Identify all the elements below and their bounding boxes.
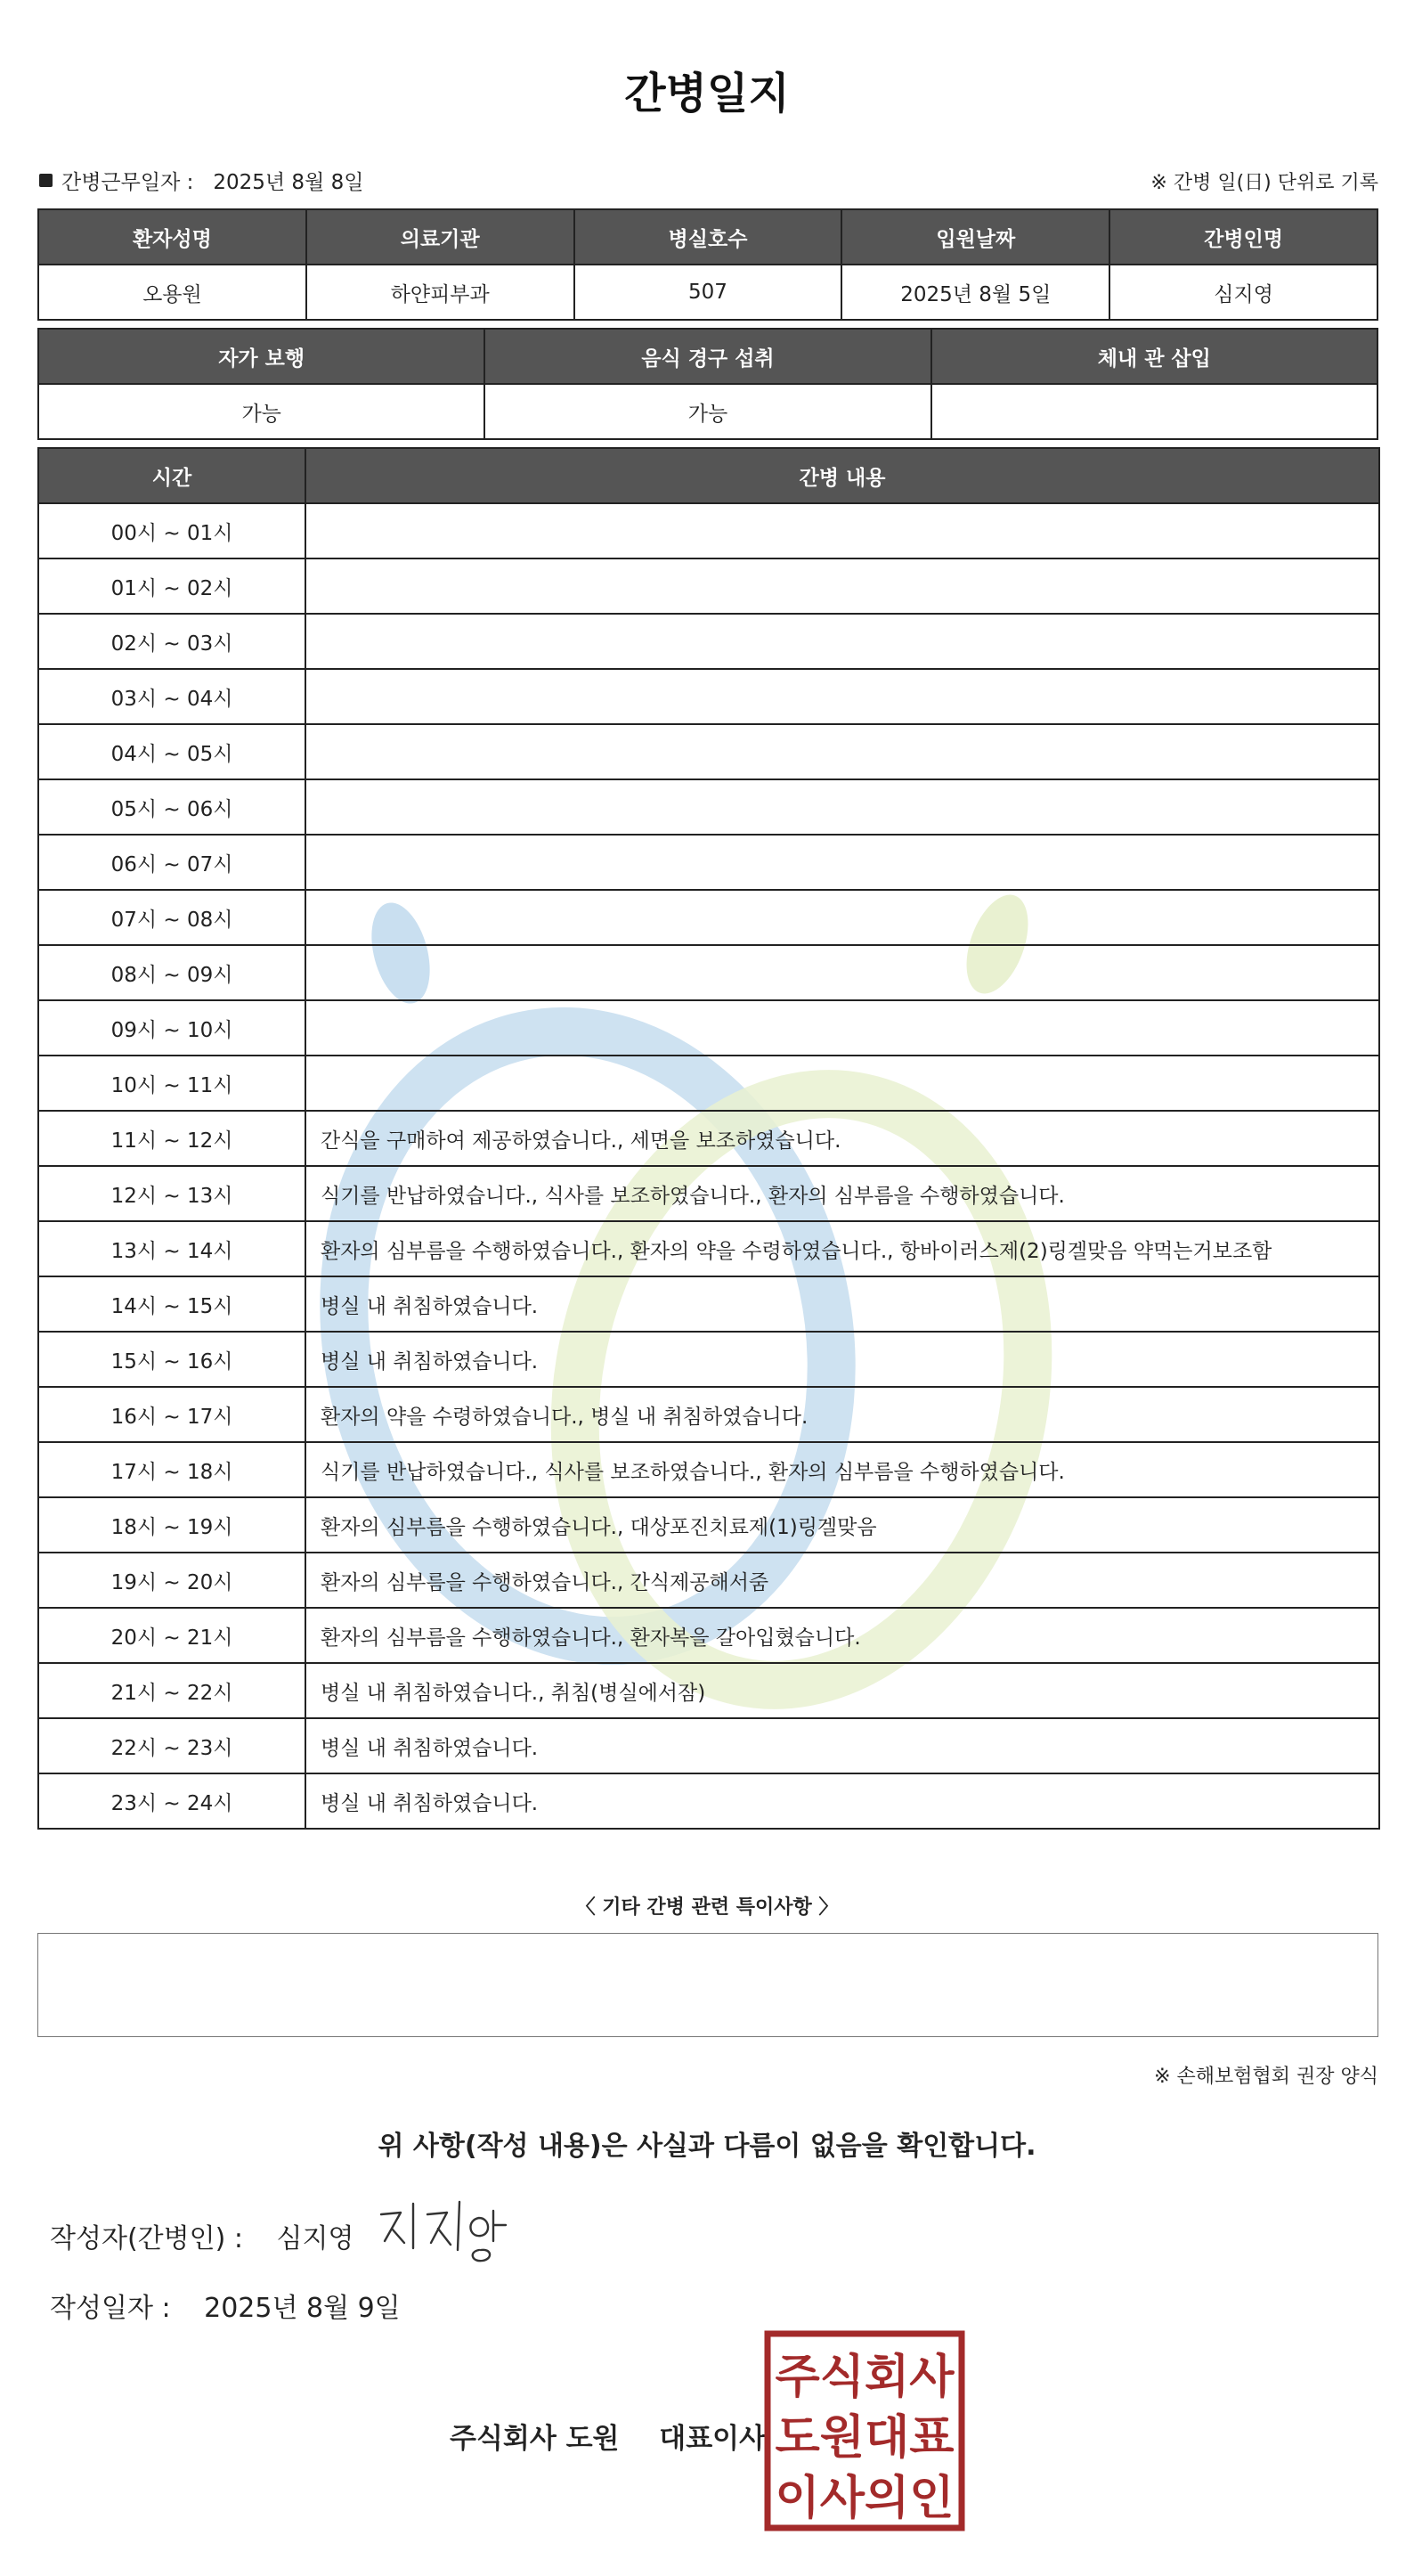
company-line [450,2416,766,2456]
header-patient-name: 환자성명 [38,209,306,265]
time-slot: 20시 ~ 21시 [38,1608,305,1663]
time-slot: 03시 ~ 04시 [38,669,305,724]
svg-text:이사의인: 이사의인 [775,2471,955,2525]
time-slot: 14시 ~ 15시 [38,1276,305,1332]
care-content: 환자의 심부름을 수행하였습니다., 환자복을 갈아입혔습니다. [305,1608,1379,1663]
care-content: 병실 내 취침하였습니다. [305,1718,1379,1773]
time-slot: 19시 ~ 20시 [38,1553,305,1608]
header-tube: 체내 관 삽입 [931,329,1377,384]
table-row [38,1166,1379,1221]
care-content: 환자의 약을 수령하였습니다., 병실 내 취침하였습니다. [305,1387,1379,1442]
table-row [38,558,1379,614]
care-content: 병실 내 취침하였습니다. [305,1773,1379,1829]
care-content [305,558,1379,614]
time-slot: 12시 ~ 13시 [38,1166,305,1221]
time-slot: 10시 ~ 11시 [38,1056,305,1111]
table-row [38,1000,1379,1056]
svg-text:도원대표: 도원대표 [775,2410,955,2465]
table-row [38,614,1379,669]
time-slot: 22시 ~ 23시 [38,1718,305,1773]
care-content: 식기를 반납하였습니다., 식사를 보조하였습니다., 환자의 심부름을 수행하였습니다. [305,1442,1379,1497]
header-caregiver: 간병인명 [1109,209,1377,265]
care-content [305,503,1379,558]
work-date-label: 간병근무일자 : [61,171,194,194]
walking-value: 가능 [38,384,484,439]
confirmation-statement: 위 사항(작성 내용)은 사실과 다름이 없음을 확인합니다. [378,2131,1036,2162]
unit-note: ※ 간병 일(日) 단위로 기록 [1150,172,1378,194]
company-seal-stamp [764,2330,965,2531]
work-date [39,166,363,195]
care-log-table [37,447,1380,1830]
time-slot: 09시 ~ 10시 [38,1000,305,1056]
tube-value [931,384,1377,439]
table-row [38,779,1379,835]
time-slot: 06시 ~ 07시 [38,835,305,890]
room-number: 507 [574,265,842,320]
table-row [38,1276,1379,1332]
care-content: 간식을 구매하여 제공하였습니다., 세면을 보조하였습니다. [305,1111,1379,1166]
header-walking: 자가 보행 [38,329,484,384]
header-hospital: 의료기관 [306,209,574,265]
special-notes-title: 〈 기타 간병 관련 특이사항 〉 [575,1896,839,1919]
time-slot: 13시 ~ 14시 [38,1221,305,1276]
caregiver-name: 심지영 [1109,265,1377,320]
time-slot: 11시 ~ 12시 [38,1111,305,1166]
table-row [38,1332,1379,1387]
header-care-content: 간병 내용 [305,448,1379,503]
time-slot: 17시 ~ 18시 [38,1442,305,1497]
care-content [305,724,1379,779]
care-content: 환자의 심부름을 수행하였습니다., 환자의 약을 수령하였습니다., 항바이러스제(2)링겔맞음 약먹는거보조함 [305,1221,1379,1276]
time-slot: 08시 ~ 09시 [38,945,305,1000]
time-slot: 01시 ~ 02시 [38,558,305,614]
time-slot: 16시 ~ 17시 [38,1387,305,1442]
table-row [38,1497,1379,1553]
table-row [38,835,1379,890]
table-row [38,1718,1379,1773]
table-row [38,1553,1379,1608]
care-content [305,835,1379,890]
square-bullet-icon [39,174,53,187]
company-name: 주식회사 도원 [450,2423,620,2455]
company-role: 대표이사 [659,2423,767,2455]
footnote: ※ 손해보험협회 권장 양식 [1154,2066,1378,2088]
time-slot: 18시 ~ 19시 [38,1497,305,1553]
time-slot: 05시 ~ 06시 [38,779,305,835]
table-row [38,1663,1379,1718]
page-title: 간병일지 [624,69,790,118]
care-content: 병실 내 취침하였습니다. [305,1276,1379,1332]
oral-intake-value: 가능 [484,384,930,439]
table-row [38,1221,1379,1276]
handwritten-signature [374,2195,516,2266]
care-content: 병실 내 취침하였습니다., 취침(병실에서잠) [305,1663,1379,1718]
header-time: 시간 [38,448,305,503]
table-row [38,890,1379,945]
care-content [305,890,1379,945]
table-row [38,669,1379,724]
header-oral-intake: 음식 경구 섭취 [484,329,930,384]
care-content: 병실 내 취침하였습니다. [305,1332,1379,1387]
table-row [38,1111,1379,1166]
table-row [38,1056,1379,1111]
care-content [305,669,1379,724]
svg-text:주식회사: 주식회사 [775,2350,955,2404]
written-date-line [50,2286,401,2325]
header-room: 병실호수 [574,209,842,265]
patient-info-table [37,208,1378,321]
care-content: 환자의 심부름을 수행하였습니다., 간식제공해서줌 [305,1553,1379,1608]
table-row [38,503,1379,558]
header-admission-date: 입원날짜 [841,209,1109,265]
special-notes-box [37,1933,1378,2037]
care-content [305,614,1379,669]
table-row [38,1442,1379,1497]
admission-date: 2025년 8월 5일 [841,265,1109,320]
written-date-value: 2025년 8월 9일 [204,2293,401,2324]
care-content [305,1056,1379,1111]
time-slot: 07시 ~ 08시 [38,890,305,945]
table-row [38,724,1379,779]
time-slot: 23시 ~ 24시 [38,1773,305,1829]
table-row [38,1387,1379,1442]
table-row [38,945,1379,1000]
time-slot: 15시 ~ 16시 [38,1332,305,1387]
time-slot: 21시 ~ 22시 [38,1663,305,1718]
writer-label: 작성자(간병인) : [50,2223,243,2254]
time-slot: 04시 ~ 05시 [38,724,305,779]
writer-name: 심지영 [276,2223,354,2254]
written-date-label: 작성일자 : [50,2293,171,2324]
care-content: 환자의 심부름을 수행하였습니다., 대상포진치료제(1)링겔맞음 [305,1497,1379,1553]
table-row [38,1773,1379,1829]
writer-line [50,2216,354,2255]
patient-status-table [37,328,1378,440]
patient-name: 오용원 [38,265,306,320]
care-content [305,1000,1379,1056]
time-slot: 02시 ~ 03시 [38,614,305,669]
time-slot: 00시 ~ 01시 [38,503,305,558]
care-content [305,945,1379,1000]
work-date-value: 2025년 8월 8일 [213,171,364,194]
care-content [305,779,1379,835]
hospital-name: 하얀피부과 [306,265,574,320]
care-content: 식기를 반납하였습니다., 식사를 보조하였습니다., 환자의 심부름을 수행하였습니다. [305,1166,1379,1221]
table-row [38,1608,1379,1663]
